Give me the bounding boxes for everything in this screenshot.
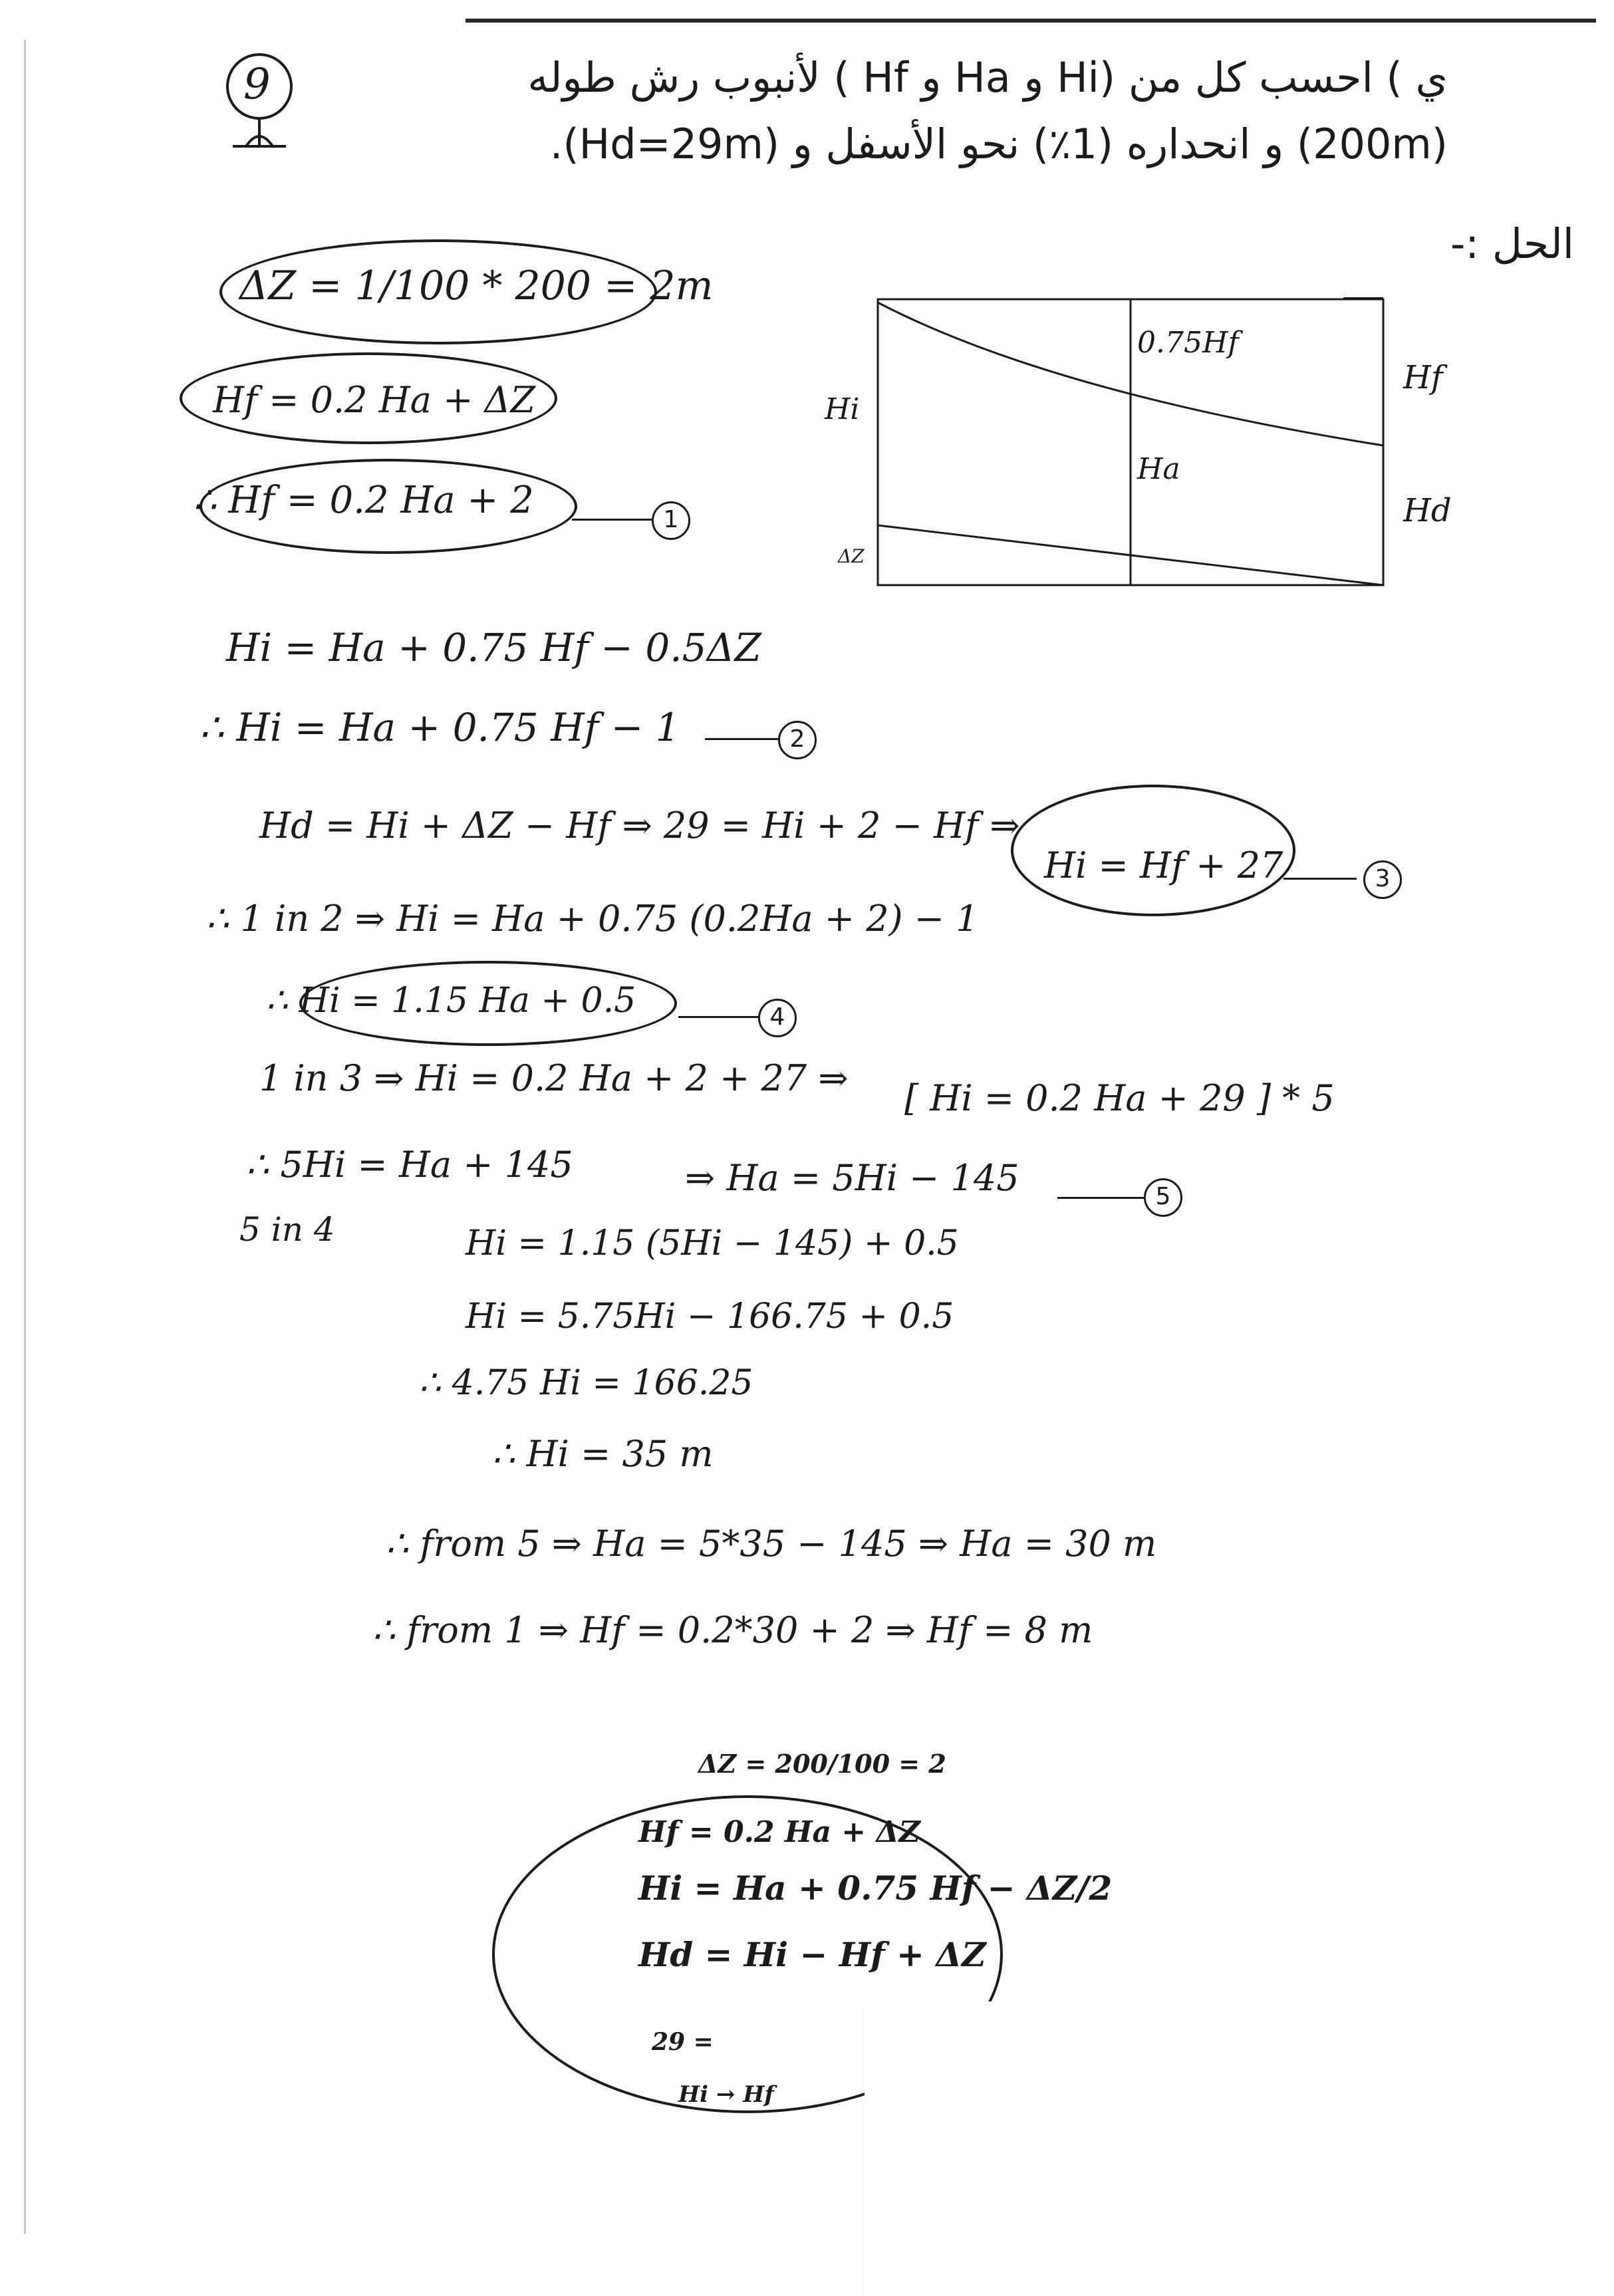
equation-hi-hf: Hi = Hf + 27 (1044, 844, 1283, 886)
result-ha: ∴ from 5 ⇒ Ha = 5*35 − 145 ⇒ Ha = 30 m (386, 1523, 1157, 1565)
draft-line-5: 29 = (652, 2028, 714, 2056)
solve-step-2: Hi = 5.75Hi − 166.75 + 0.5 (466, 1297, 954, 1337)
draft-line-1: ΔZ = 200/100 = 2 (698, 1749, 946, 1779)
equation-hf-numeric: ∴ Hf = 0.2 Ha + 2 (193, 479, 534, 522)
equation-hd: Hd = Hi + ΔZ − Hf ⇒ 29 = Hi + 2 − Hf ⇒ (259, 805, 1020, 846)
reference-arrow-1 (572, 519, 652, 521)
question-number: 9 (243, 60, 271, 109)
substitution-5-in-4: 5 in 4 (239, 1210, 335, 1249)
equation-5hi: ∴ 5Hi = Ha + 145 (246, 1144, 573, 1186)
diagram-label-ha: Ha (1137, 452, 1180, 486)
diagram-label-075hf: 0.75Hf (1137, 326, 1239, 360)
solution-label: الحل :- (1450, 219, 1574, 268)
question-text-line-2: (200m) و انحداره (1٪) نحو الأسفل و (Hd=29m). (549, 120, 1448, 168)
result-hf: ∴ from 1 ⇒ Hf = 0.2*30 + 2 ⇒ Hf = 8 m (372, 1609, 1093, 1651)
reference-marker-1: 1 (652, 501, 690, 540)
equation-ha-from-hi: ⇒ Ha = 5Hi − 145 (685, 1157, 1019, 1199)
reference-marker-3: 3 (1363, 860, 1402, 899)
draft-line-2: Hf = 0.2 Ha + ΔZ (638, 1815, 920, 1849)
question-number-emblem (213, 47, 306, 156)
equation-hi-general: Hi = Ha + 0.75 Hf − 0.5ΔZ (226, 625, 761, 670)
reference-arrow-2 (705, 738, 778, 740)
draft-line-3: Hi = Ha + 0.75 Hf − ΔZ/2 (638, 1868, 1113, 1908)
diagram-label-hi: Hi (825, 392, 860, 426)
reference-arrow-5 (1057, 1197, 1144, 1199)
blank-patch (865, 2001, 1614, 2296)
reference-arrow-4 (678, 1016, 758, 1018)
top-rule-line (466, 19, 1596, 23)
reference-marker-4: 4 (758, 999, 797, 1037)
equation-hi-numeric: ∴ Hi = Ha + 0.75 Hf − 1 (200, 705, 680, 750)
equation-hi-ha: ∴ Hi = 1.15 Ha + 0.5 (266, 981, 636, 1021)
solve-step-3: ∴ 4.75 Hi = 166.25 (419, 1363, 753, 1403)
reference-marker-5: 5 (1144, 1178, 1182, 1217)
equation-hf-general: Hf = 0.2 Ha + ΔZ (213, 379, 536, 421)
diagram-label-hd: Hd (1403, 492, 1452, 529)
substitution-1-in-2: ∴ 1 in 2 ⇒ Hi = Ha + 0.75 (0.2Ha + 2) − 1 (206, 898, 979, 940)
diagram-label-dz: ΔZ (838, 545, 865, 567)
draft-line-4: Hd = Hi − Hf + ΔZ (638, 1935, 986, 1974)
reference-arrow-3 (1283, 878, 1357, 880)
result-hi: ∴ Hi = 35 m (492, 1433, 714, 1475)
solve-step-1: Hi = 1.15 (5Hi − 145) + 0.5 (466, 1223, 959, 1263)
left-margin-line (24, 40, 26, 2234)
question-text-line-1: ي ) احسب كل من (Hi و Ha و Hf ) لأنبوب رش طوله (527, 53, 1448, 102)
equation-bracket-times-5: [ Hi = 0.2 Ha + 29 ] * 5 (904, 1077, 1335, 1119)
pipe-pressure-diagram (825, 286, 1463, 605)
equation-delta-z: ΔZ = 1/100 * 200 = 2m (239, 263, 714, 309)
draft-line-6: Hi → Hf (678, 2081, 774, 2108)
reference-marker-2: 2 (778, 721, 817, 759)
diagram-label-hf: Hf (1403, 359, 1443, 396)
substitution-1-in-3: 1 in 3 ⇒ Hi = 0.2 Ha + 2 + 27 ⇒ (259, 1057, 849, 1099)
